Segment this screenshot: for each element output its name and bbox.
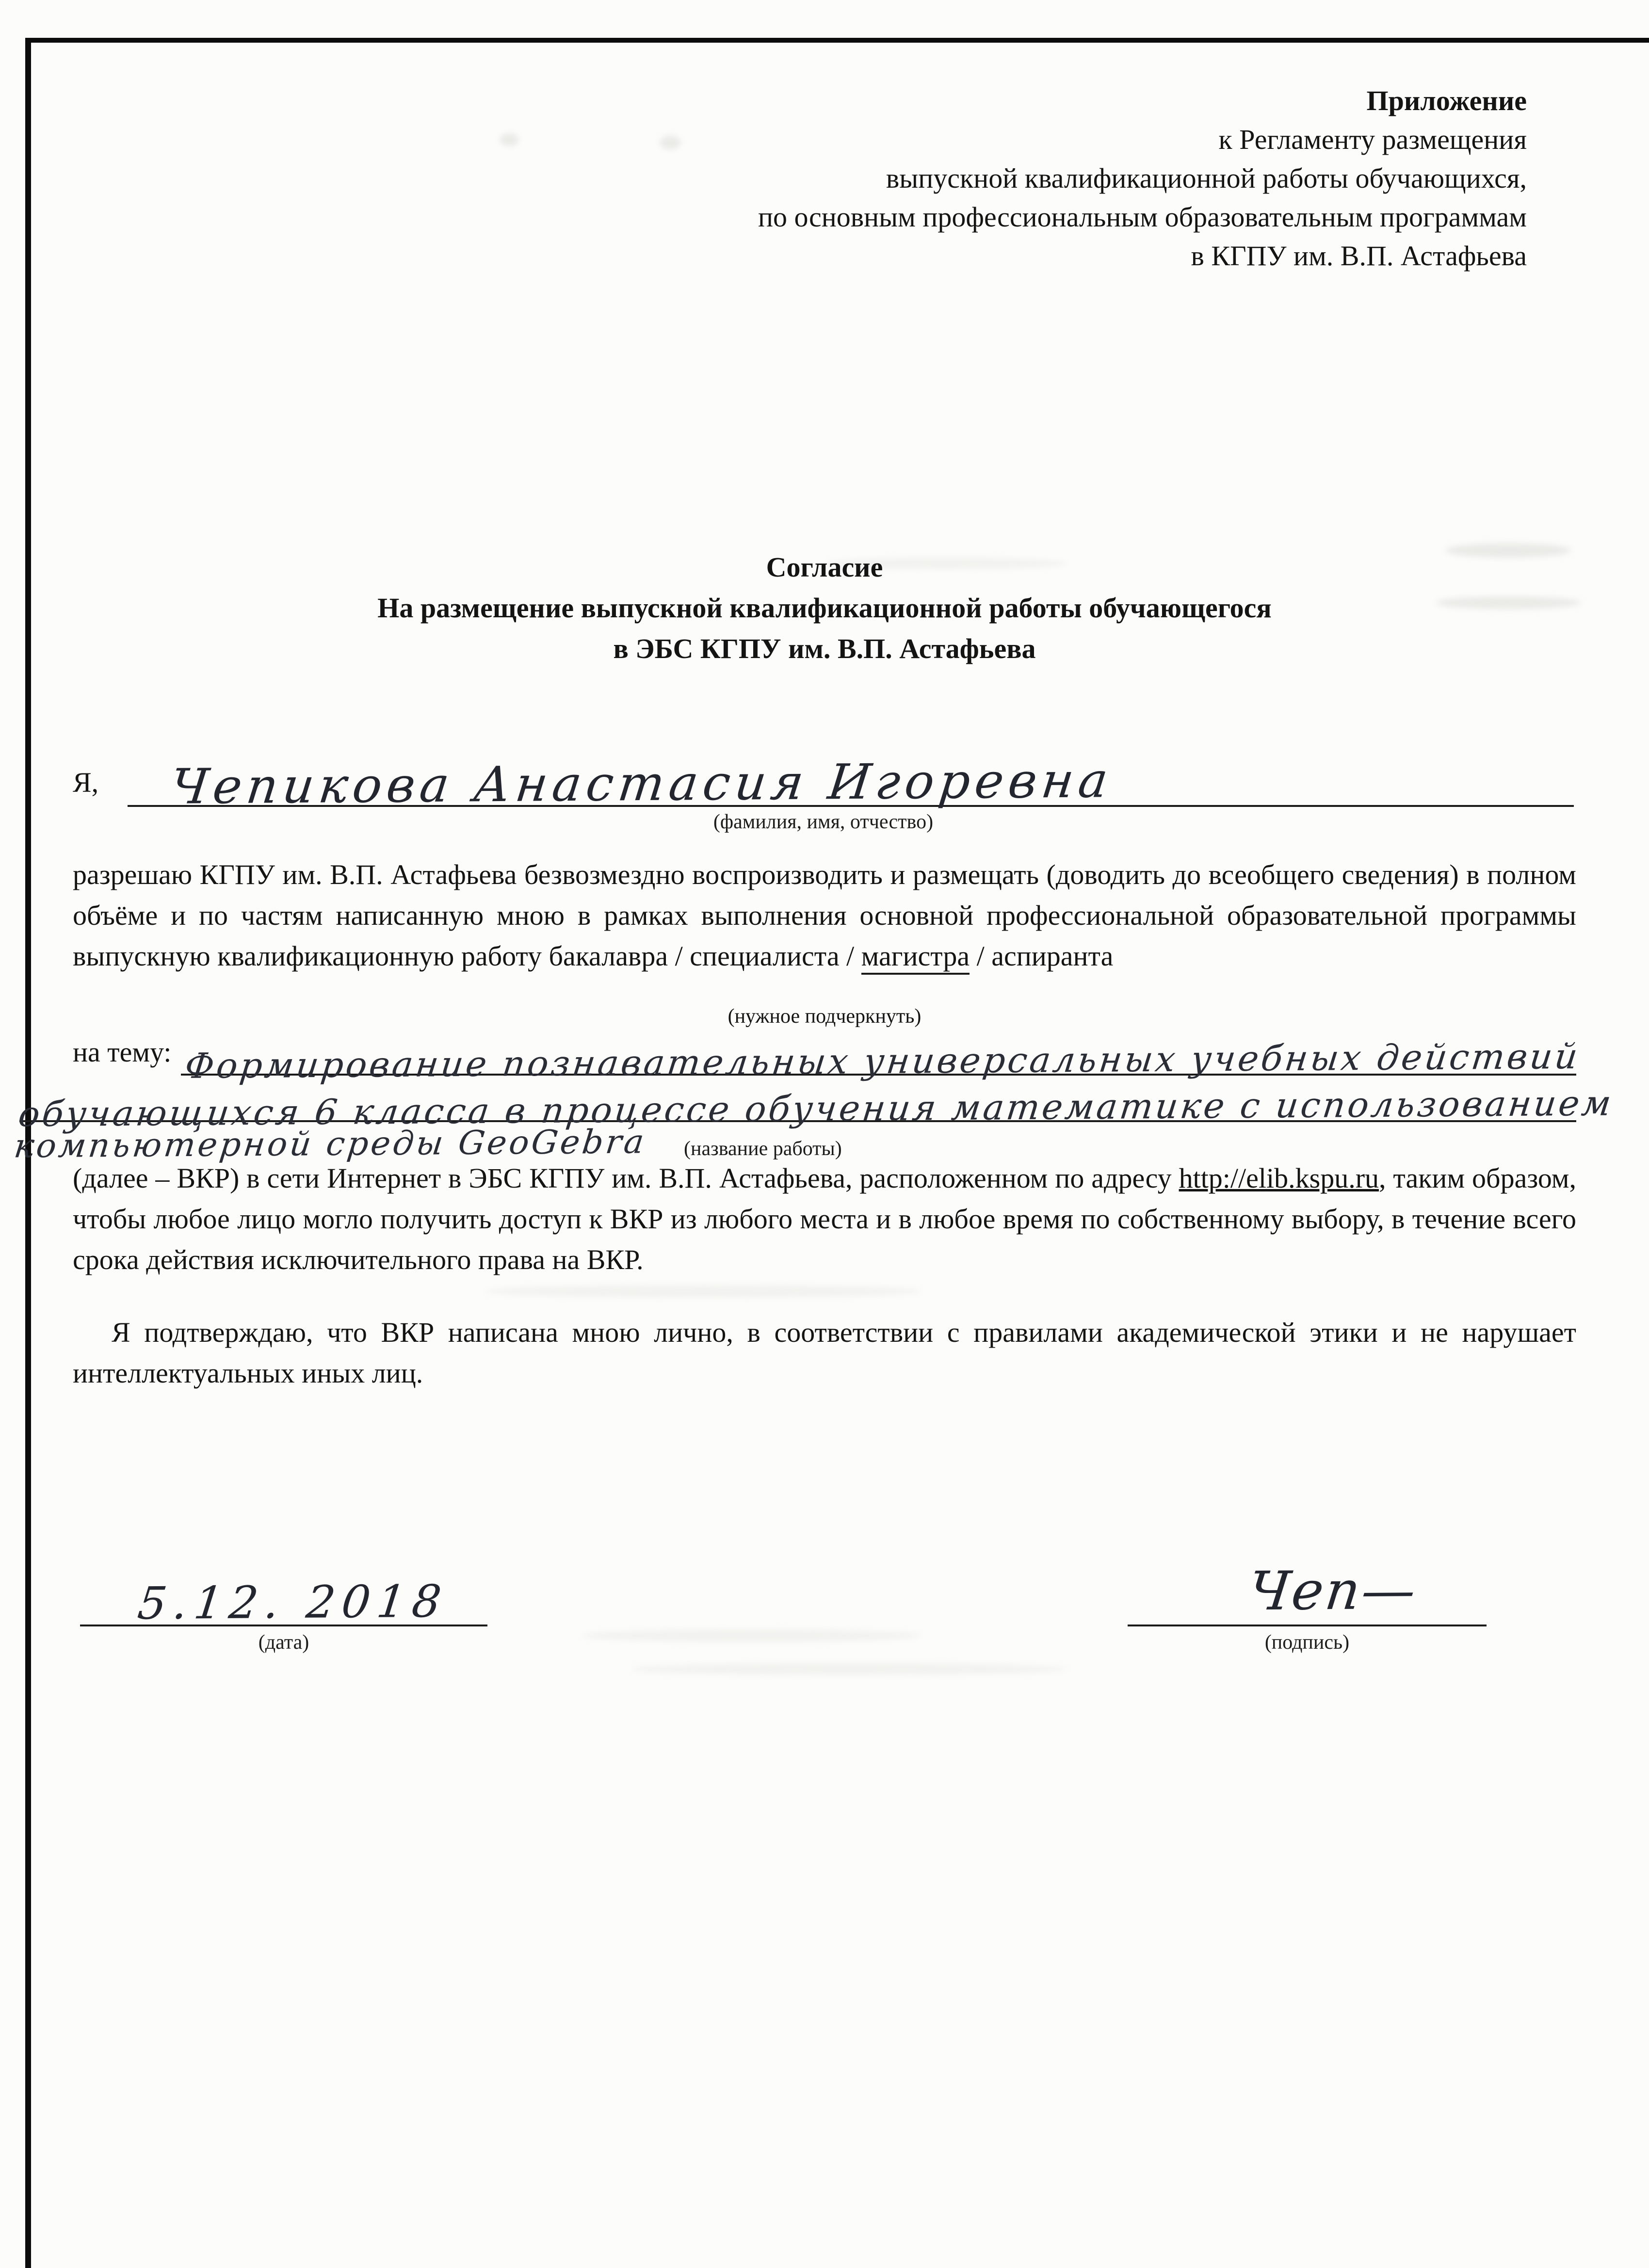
scan-artifact [630,1663,1067,1675]
date-underline [80,1566,487,1630]
vkr-text-2: , таким образом, чтобы любое лицо могло получить доступ к ВКР из любого места и в любое время по собственному выбору, в течение всего срока действия исключительного права на ВКР. [73,1162,1576,1275]
topic-section [12,1027,1616,1166]
handwritten-signature [1245,1559,1421,1622]
title-line-3: в ЭБС КГПУ им. В.П. Астафьева [613,633,1036,664]
handwritten-topic-line-3: компьютерной среды GeoGebra [12,1123,648,1166]
appendix-line: в КГПУ им. В.П. Астафьева [1191,240,1527,272]
handwritten-full-name: Чепикова Анастасия Игоревна [167,752,1116,815]
signature-text: Чеп [1245,1559,1366,1623]
handwritten-date: 5.12. 2018 [135,1575,451,1630]
appendix-line: к Регламенту размещения [1218,124,1527,155]
permission-underlined-choice: магистра [861,940,970,975]
permission-text-2: / аспиранта [970,940,1114,972]
appendix-line: по основным профессиональным образовательным программам [758,201,1527,233]
scan-artifact [582,1629,922,1642]
document-title [73,547,1576,669]
vkr-paragraph [73,1158,1576,1280]
signature-section [1128,1552,1487,1655]
handwritten-topic-line-2: обучающихся 6 класса в процессе обучения математике с использованием [16,1082,1616,1135]
topic-row-1 [73,1027,1583,1087]
elib-url: http://elib.kspu.ru [1179,1162,1379,1194]
name-line [73,742,1574,815]
appendix-title: Приложение [1366,85,1527,116]
confirmation-paragraph: Я подтверждаю, что ВКР написана мною лично, в соответствии с правилами академической этики и не нарушает интеллектуальных иных лиц. [73,1317,1576,1389]
appendix-line: выпускной квалификационной работы обучающихся, [886,162,1527,194]
permission-text-1: разрешаю КГПУ им. В.П. Астафьева безвозмездно воспроизводить и размещать (доводить до всеобщего сведения) в полном объёме и по частям написанную мною в рамках выполнения основной профессиональной образовательной программы выпускную квалификационную работу бакалавра / специалиста / [73,859,1576,972]
scan-border-top [25,38,1649,43]
title-line-1: Согласие [766,551,883,583]
signature-underline [1128,1552,1487,1626]
title-line-2: На размещение выпускной квалификационной работы обучающегося [377,592,1272,624]
date-section [80,1566,487,1655]
vkr-text-1: (далее – ВКР) в сети Интернет в ЭБС КГПУ им. В.П. Астафьева, расположенном по адресу [73,1162,1179,1194]
signature-flourish: — [1358,1559,1421,1622]
name-underline [128,742,1574,815]
handwritten-topic-line-1: Формирование познавательных универсальных учебных действий [183,1035,1583,1087]
topic-label: на тему: [73,1036,172,1068]
topic-underline-1 [181,1027,1583,1087]
topic-underline-2 [16,1076,1616,1135]
underline-instruction-caption: (нужное подчеркнуть) [728,1005,922,1028]
date-caption: (дата) [258,1631,309,1654]
name-section [73,742,1574,834]
permission-paragraph [73,854,1576,977]
scan-artifact [485,1285,922,1298]
name-prefix: Я, [73,767,99,798]
name-caption: (фамилия, имя, отчество) [713,811,934,833]
topic-caption: (название работы) [684,1138,842,1160]
appendix-header [436,81,1527,275]
signature-caption: (подпись) [1264,1631,1350,1654]
